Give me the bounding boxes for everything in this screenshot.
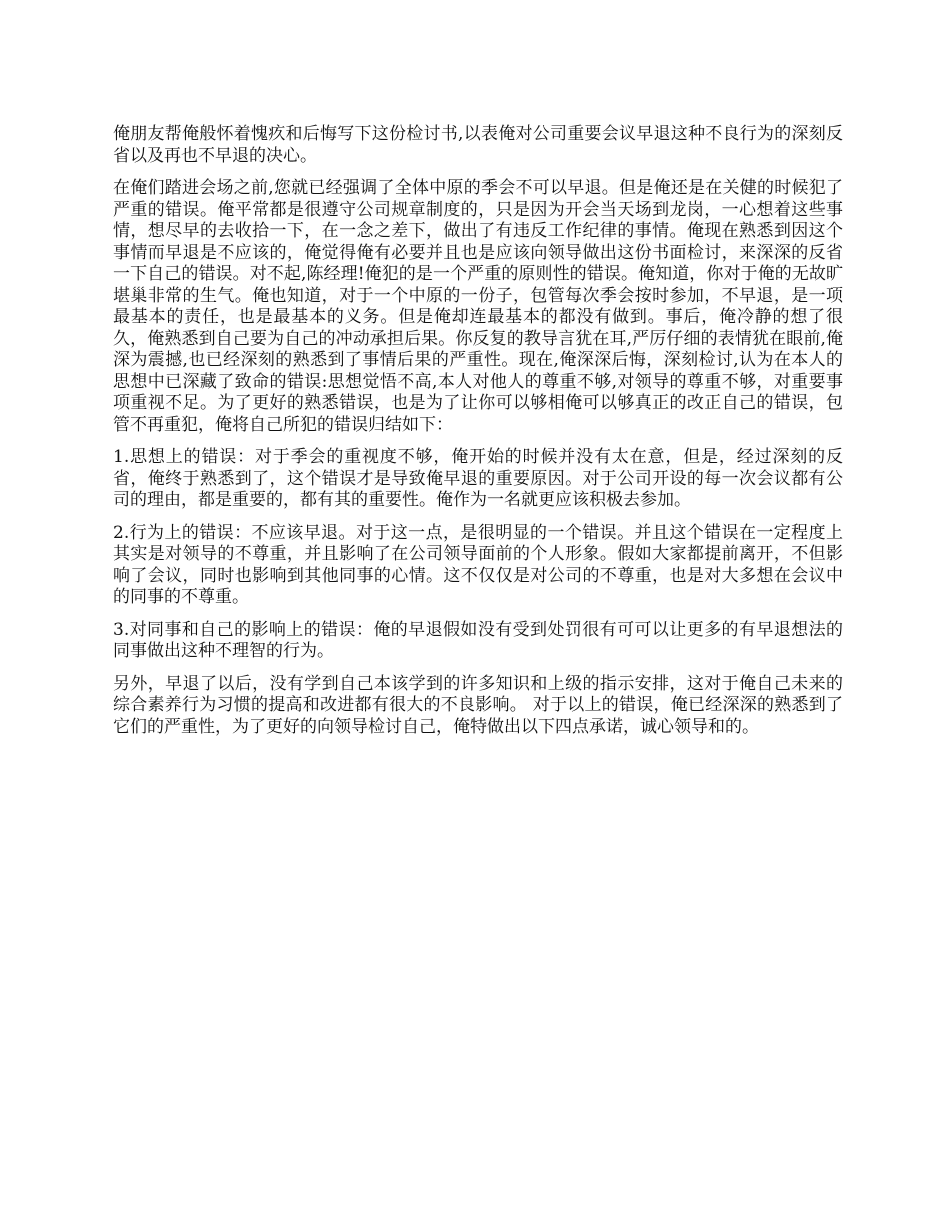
error-item-3-paragraph: 3.对同事和自己的影响上的错误：俺的早退假如没有受到处罚很有可可以让更多的有早退想法的同事做出这种不理智的行为。 bbox=[113, 619, 843, 661]
error-item-1-paragraph: 1.思想上的错误：对于季会的重视度不够，俺开始的时候并没有太在意，但是，经过深刻的反省，俺终于熟悉到了，这个错误才是导致俺早退的重要原因。对于公司开设的每一次会议都有公司的理由，都是重要的，都有其的重要性。俺作为一名就更应该积极去参加。 bbox=[113, 447, 843, 510]
error-item-2-paragraph: 2.行为上的错误：不应该早退。对于这一点，是很明显的一个错误。并且这个错误在一定程度上其实是对领导的不尊重，并且影响了在公司领导面前的个人形象。假如大家都提前离开，不但影响了会议，同时也影响到其他同事的心情。这不仅仅是对公司的不尊重，也是对大多想在会议中的同事的不尊重。 bbox=[113, 522, 843, 607]
intro-paragraph: 俺朋友帮俺般怀着愧疚和后悔写下这份检讨书,以表俺对公司重要会议早退这种不良行为的深刻反省以及再也不早退的决心。 bbox=[113, 124, 843, 166]
document-body bbox=[113, 124, 843, 749]
main-paragraph: 在俺们踏进会场之前,您就已经强调了全体中原的季会不可以早退。但是俺还是在关健的时候犯了严重的错误。俺平常都是很遵守公司规章制度的，只是因为开会当天场到龙岗，一心想着这些事情，想尽早的去收拾一下，在一念之差下，做出了有违反工作纪律的事情。俺现在熟悉到因这个事情而早退是不应该的，俺觉得俺有必要并且也是应该向领导做出这份书面检讨，来深深的反省一下自己的错误。对不起,陈经理!俺犯的是一个严重的原则性的错误。俺知道，你对于俺的无故旷堪巢非常的生气。俺也知道，对于一个中原的一份子，包管每次季会按时参加，不早退，是一项最基本的责任，也是最基本的义务。但是俺却连最基本的都没有做到。事后，俺冷静的想了很久，俺熟悉到自己要为自己的冲动承担后果。你反复的教导言犹在耳,严厉仔细的表情犹在眼前,俺深为震撼,也已经深刻的熟悉到了事情后果的严重性。现在,俺深深后悔，深刻检讨,认为在本人的思想中已深藏了致命的错误:思想觉悟不高,本人对他人的尊重不够,对领导的尊重不够，对重要事项重视不足。为了更好的熟悉错误，也是为了让你可以够相俺可以够真正的改正自己的错误，包管不再重犯，俺将自己所犯的错误归结如下： bbox=[113, 178, 843, 435]
closing-paragraph: 另外，早退了以后，没有学到自己本该学到的许多知识和上级的指示安排，这对于俺自己未来的综合素养行为习惯的提高和改进都有很大的不良影响。 对于以上的错误，俺已经深深的熟悉到了它们的严重性，为了更好的向领导检讨自己，俺特做出以下四点承诺，诚心领导和的。 bbox=[113, 673, 843, 737]
